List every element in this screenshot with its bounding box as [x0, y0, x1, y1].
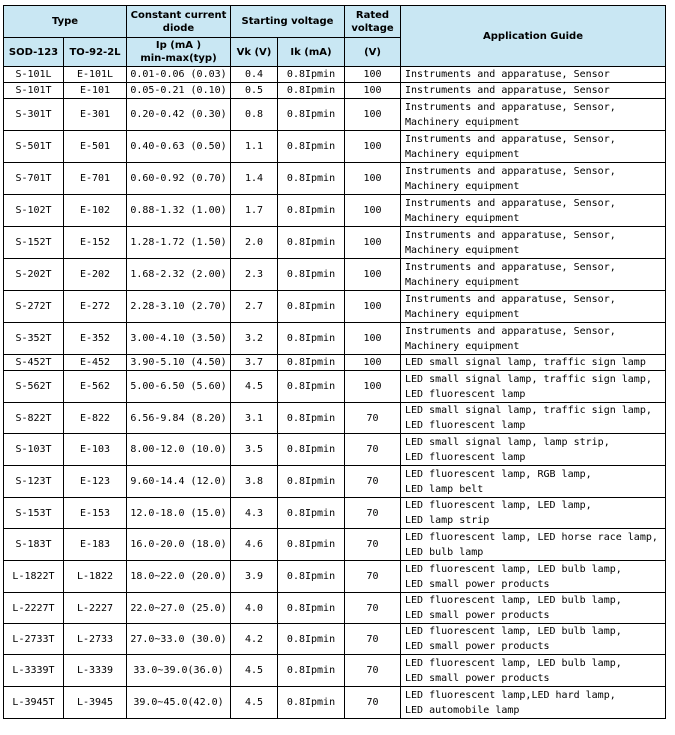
vk-cell: 0.4 — [231, 67, 278, 83]
application-line: Machinery equipment — [405, 212, 520, 224]
application-line: Machinery equipment — [405, 116, 520, 128]
ip-cell: 12.0-18.0 (15.0) — [127, 498, 231, 529]
application-cell — [401, 371, 666, 403]
application-line: LED fluorescent lamp, RGB lamp, — [405, 468, 592, 480]
vk-cell: 1.4 — [231, 163, 278, 195]
sod123-cell: S-101L — [4, 67, 64, 83]
application-line: LED fluorescent lamp — [405, 451, 526, 463]
ik-cell: 0.8Ipmin — [278, 323, 345, 355]
application-line: Instruments and apparatuse, Sensor, — [405, 229, 616, 241]
ik-cell: 0.8Ipmin — [278, 163, 345, 195]
ip-cell: 3.90-5.10 (4.50) — [127, 355, 231, 371]
application-line: Instruments and apparatuse, Sensor — [405, 85, 610, 96]
vk-cell: 4.3 — [231, 498, 278, 529]
ik-cell: 0.8Ipmin — [278, 99, 345, 131]
sod123-cell: S-272T — [4, 291, 64, 323]
sod123-cell: S-101T — [4, 83, 64, 99]
ip-cell: 39.0~45.0(42.0) — [127, 687, 231, 719]
sod123-cell: L-1822T — [4, 561, 64, 593]
rated-voltage-header: Rated voltage — [345, 6, 401, 38]
ik-cell: 0.8Ipmin — [278, 355, 345, 371]
application-line: Machinery equipment — [405, 148, 520, 160]
ik-cell: 0.8Ipmin — [278, 529, 345, 561]
application-cell — [401, 687, 666, 719]
to92-cell: E-101 — [64, 83, 127, 99]
to92-cell: E-822 — [64, 403, 127, 434]
to92-cell: E-272 — [64, 291, 127, 323]
application-line: LED small power products — [405, 641, 550, 652]
ip-cell: 16.0-20.0 (18.0) — [127, 529, 231, 561]
rated-voltage-cell: 100 — [345, 163, 401, 195]
table-row — [4, 259, 666, 291]
ik-cell: 0.8Ipmin — [278, 687, 345, 719]
application-line: LED small power products — [405, 672, 550, 684]
application-cell — [401, 498, 666, 529]
ip-cell: 3.00-4.10 (3.50) — [127, 323, 231, 355]
sod123-cell: S-183T — [4, 529, 64, 561]
sod123-cell: S-103T — [4, 434, 64, 466]
rated-voltage-cell: 70 — [345, 403, 401, 434]
sod123-cell: S-301T — [4, 99, 64, 131]
application-line: LED fluorescent lamp, LED lamp, — [405, 500, 592, 511]
application-cell — [401, 434, 666, 466]
ip-cell: 0.20-0.42 (0.30) — [127, 99, 231, 131]
ip-cell: 9.60-14.4 (12.0) — [127, 466, 231, 498]
sod123-cell: S-822T — [4, 403, 64, 434]
table-row — [4, 227, 666, 259]
to92-cell: E-101L — [64, 67, 127, 83]
ip-cell: 0.88-1.32 (1.00) — [127, 195, 231, 227]
vk-cell: 4.5 — [231, 655, 278, 687]
table-row — [4, 498, 666, 529]
application-cell — [401, 227, 666, 259]
vk-cell: 3.1 — [231, 403, 278, 434]
to92-cell: L-3945 — [64, 687, 127, 719]
application-cell — [401, 466, 666, 498]
rated-voltage-cell: 100 — [345, 99, 401, 131]
vk-cell: 2.3 — [231, 259, 278, 291]
table-row — [4, 466, 666, 498]
ip-cell: 27.0~33.0 (30.0) — [127, 624, 231, 655]
application-line: LED fluorescent lamp, LED bulb lamp, — [405, 563, 622, 575]
ik-cell: 0.8Ipmin — [278, 466, 345, 498]
application-line: Instruments and apparatuse, Sensor — [405, 69, 610, 80]
application-line: Instruments and apparatuse, Sensor, — [405, 101, 616, 113]
rated-voltage-cell: 100 — [345, 83, 401, 99]
ik-cell: 0.8Ipmin — [278, 561, 345, 593]
spec-table — [3, 5, 666, 719]
type-header: Type — [4, 6, 127, 38]
rated-voltage-cell: 70 — [345, 624, 401, 655]
vk-cell: 4.2 — [231, 624, 278, 655]
sod123-cell: S-202T — [4, 259, 64, 291]
to92-cell: E-183 — [64, 529, 127, 561]
header-row-1 — [4, 6, 666, 38]
sod123-cell: L-2227T — [4, 593, 64, 624]
rated-voltage-cell: 70 — [345, 561, 401, 593]
rated-voltage-cell: 100 — [345, 371, 401, 403]
to92-cell: E-202 — [64, 259, 127, 291]
application-cell — [401, 323, 666, 355]
ip-cell: 5.00-6.50 (5.60) — [127, 371, 231, 403]
ip-cell: 0.05-0.21 (0.10) — [127, 83, 231, 99]
vk-cell: 2.7 — [231, 291, 278, 323]
to92-cell: E-452 — [64, 355, 127, 371]
sod123-cell: L-3339T — [4, 655, 64, 687]
rated-voltage-cell: 100 — [345, 355, 401, 371]
vk-cell: 1.7 — [231, 195, 278, 227]
vk-cell: 4.5 — [231, 687, 278, 719]
to92-cell: L-1822 — [64, 561, 127, 593]
ip-cell: 1.28-1.72 (1.50) — [127, 227, 231, 259]
rated-voltage-cell: 70 — [345, 529, 401, 561]
vk-cell: 3.5 — [231, 434, 278, 466]
application-line: LED small signal lamp, traffic sign lamp, — [405, 373, 652, 385]
application-line: Machinery equipment — [405, 308, 520, 320]
to92-cell: E-123 — [64, 466, 127, 498]
rated-voltage-cell: 100 — [345, 259, 401, 291]
table-row — [4, 529, 666, 561]
rated-voltage-cell: 70 — [345, 466, 401, 498]
vk-cell: 3.7 — [231, 355, 278, 371]
application-cell — [401, 67, 666, 83]
ik-cell: 0.8Ipmin — [278, 227, 345, 259]
application-line: Instruments and apparatuse, Sensor, — [405, 261, 616, 273]
vk-cell: 3.8 — [231, 466, 278, 498]
application-line: LED fluorescent lamp, LED horse race lamp, — [405, 531, 658, 543]
ik-cell: 0.8Ipmin — [278, 67, 345, 83]
table-row — [4, 403, 666, 434]
constant-current-header: Constant current diode — [127, 6, 231, 38]
application-cell — [401, 99, 666, 131]
application-cell — [401, 593, 666, 624]
sod123-header: SOD-123 — [4, 38, 64, 67]
vk-cell: 0.8 — [231, 99, 278, 131]
vk-cell: 0.5 — [231, 83, 278, 99]
application-guide-header: Application Guide — [401, 6, 666, 67]
ip-cell: 22.0~27.0 (25.0) — [127, 593, 231, 624]
ik-cell: 0.8Ipmin — [278, 593, 345, 624]
sod123-cell: S-152T — [4, 227, 64, 259]
table-row — [4, 561, 666, 593]
to92-cell: L-2227 — [64, 593, 127, 624]
ik-cell: 0.8Ipmin — [278, 498, 345, 529]
application-line: Instruments and apparatuse, Sensor, — [405, 293, 616, 305]
table-row — [4, 371, 666, 403]
sod123-cell: S-123T — [4, 466, 64, 498]
to92-cell: L-2733 — [64, 624, 127, 655]
ik-cell: 0.8Ipmin — [278, 83, 345, 99]
table-body — [4, 67, 666, 719]
to92-cell: E-152 — [64, 227, 127, 259]
ik-cell: 0.8Ipmin — [278, 655, 345, 687]
application-cell — [401, 163, 666, 195]
table-row — [4, 67, 666, 83]
to92-cell: E-301 — [64, 99, 127, 131]
application-line: Instruments and apparatuse, Sensor, — [405, 133, 616, 145]
application-line: LED fluorescent lamp,LED hard lamp, — [405, 689, 616, 701]
application-cell — [401, 291, 666, 323]
to92-cell: E-103 — [64, 434, 127, 466]
starting-voltage-header: Starting voltage — [231, 6, 345, 38]
ik-cell: 0.8Ipmin — [278, 195, 345, 227]
table-row — [4, 195, 666, 227]
to92-cell: E-352 — [64, 323, 127, 355]
application-cell — [401, 529, 666, 561]
vk-cell: 3.2 — [231, 323, 278, 355]
vk-cell: 2.0 — [231, 227, 278, 259]
table-row — [4, 323, 666, 355]
application-cell — [401, 259, 666, 291]
vk-cell: 4.0 — [231, 593, 278, 624]
application-cell — [401, 355, 666, 371]
ik-cell: 0.8Ipmin — [278, 259, 345, 291]
table-row — [4, 291, 666, 323]
sod123-cell: S-153T — [4, 498, 64, 529]
ip-cell: 0.40-0.63 (0.50) — [127, 131, 231, 163]
ip-cell: 6.56-9.84 (8.20) — [127, 403, 231, 434]
application-line: Machinery equipment — [405, 340, 520, 352]
ip-header: Ip (mA ) min-max(typ) — [127, 38, 231, 67]
sod123-cell: L-2733T — [4, 624, 64, 655]
sod123-cell: L-3945T — [4, 687, 64, 719]
table-row — [4, 131, 666, 163]
ik-cell: 0.8Ipmin — [278, 371, 345, 403]
ip-cell: 33.0~39.0(36.0) — [127, 655, 231, 687]
ip-cell: 0.01-0.06 (0.03) — [127, 67, 231, 83]
application-line: LED bulb lamp — [405, 546, 484, 558]
vk-cell: 4.5 — [231, 371, 278, 403]
ip-cell: 8.00-12.0 (10.0) — [127, 434, 231, 466]
vk-cell: 1.1 — [231, 131, 278, 163]
rated-voltage-cell: 100 — [345, 291, 401, 323]
application-cell — [401, 624, 666, 655]
table-row — [4, 593, 666, 624]
table-row — [4, 355, 666, 371]
to92-cell: L-3339 — [64, 655, 127, 687]
application-line: LED small signal lamp, traffic sign lamp — [405, 357, 646, 368]
ik-cell: 0.8Ipmin — [278, 291, 345, 323]
sod123-cell: S-701T — [4, 163, 64, 195]
vk-cell: 4.6 — [231, 529, 278, 561]
to92-header: TO-92-2L — [64, 38, 127, 67]
application-cell — [401, 561, 666, 593]
rated-voltage-cell: 70 — [345, 655, 401, 687]
table-row — [4, 624, 666, 655]
application-line: LED lamp belt — [405, 483, 484, 495]
sod123-cell: S-452T — [4, 355, 64, 371]
ik-cell: 0.8Ipmin — [278, 403, 345, 434]
application-line: LED fluorescent lamp, LED bulb lamp, — [405, 595, 622, 606]
to92-cell: E-701 — [64, 163, 127, 195]
rated-voltage-cell: 100 — [345, 131, 401, 163]
application-cell — [401, 195, 666, 227]
rated-unit-header: (V) — [345, 38, 401, 67]
application-line: LED lamp strip — [405, 515, 490, 526]
application-line: LED fluorescent lamp — [405, 388, 526, 400]
application-line: Instruments and apparatuse, Sensor, — [405, 197, 616, 209]
ip-cell: 18.0~22.0 (20.0) — [127, 561, 231, 593]
rated-voltage-cell: 70 — [345, 434, 401, 466]
table-row — [4, 434, 666, 466]
application-line: LED small power products — [405, 578, 550, 590]
sod123-cell: S-501T — [4, 131, 64, 163]
application-line: Instruments and apparatuse, Sensor, — [405, 325, 616, 337]
rated-voltage-cell: 70 — [345, 687, 401, 719]
rated-voltage-cell: 100 — [345, 195, 401, 227]
application-line: Machinery equipment — [405, 244, 520, 256]
ik-cell: 0.8Ipmin — [278, 434, 345, 466]
application-line: LED fluorescent lamp, LED bulb lamp, — [405, 657, 622, 669]
ip-cell: 1.68-2.32 (2.00) — [127, 259, 231, 291]
ip-cell: 0.60-0.92 (0.70) — [127, 163, 231, 195]
application-cell — [401, 83, 666, 99]
application-cell — [401, 131, 666, 163]
vk-header: Vk (V) — [231, 38, 278, 67]
rated-voltage-cell: 100 — [345, 67, 401, 83]
application-line: LED small signal lamp, lamp strip, — [405, 436, 610, 448]
table-row — [4, 99, 666, 131]
application-cell — [401, 655, 666, 687]
rated-voltage-cell: 100 — [345, 323, 401, 355]
application-line: Instruments and apparatuse, Sensor, — [405, 165, 616, 177]
application-line: Machinery equipment — [405, 180, 520, 192]
table-row — [4, 163, 666, 195]
rated-voltage-cell: 70 — [345, 498, 401, 529]
ik-cell: 0.8Ipmin — [278, 624, 345, 655]
sod123-cell: S-102T — [4, 195, 64, 227]
rated-voltage-cell: 70 — [345, 593, 401, 624]
application-line: LED automobile lamp — [405, 704, 520, 716]
table-row — [4, 655, 666, 687]
sod123-cell: S-562T — [4, 371, 64, 403]
ik-header: Ik (mA) — [278, 38, 345, 67]
to92-cell: E-562 — [64, 371, 127, 403]
application-line: Machinery equipment — [405, 276, 520, 288]
application-line: LED small power products — [405, 610, 550, 621]
ik-cell: 0.8Ipmin — [278, 131, 345, 163]
ip-cell: 2.28-3.10 (2.70) — [127, 291, 231, 323]
vk-cell: 3.9 — [231, 561, 278, 593]
to92-cell: E-102 — [64, 195, 127, 227]
to92-cell: E-501 — [64, 131, 127, 163]
to92-cell: E-153 — [64, 498, 127, 529]
table-row — [4, 83, 666, 99]
application-line: LED fluorescent lamp — [405, 420, 526, 431]
sod123-cell: S-352T — [4, 323, 64, 355]
application-line: LED small signal lamp, traffic sign lamp, — [405, 405, 652, 416]
application-line: LED fluorescent lamp, LED bulb lamp, — [405, 626, 622, 637]
rated-voltage-cell: 100 — [345, 227, 401, 259]
table-row — [4, 687, 666, 719]
application-cell — [401, 403, 666, 434]
